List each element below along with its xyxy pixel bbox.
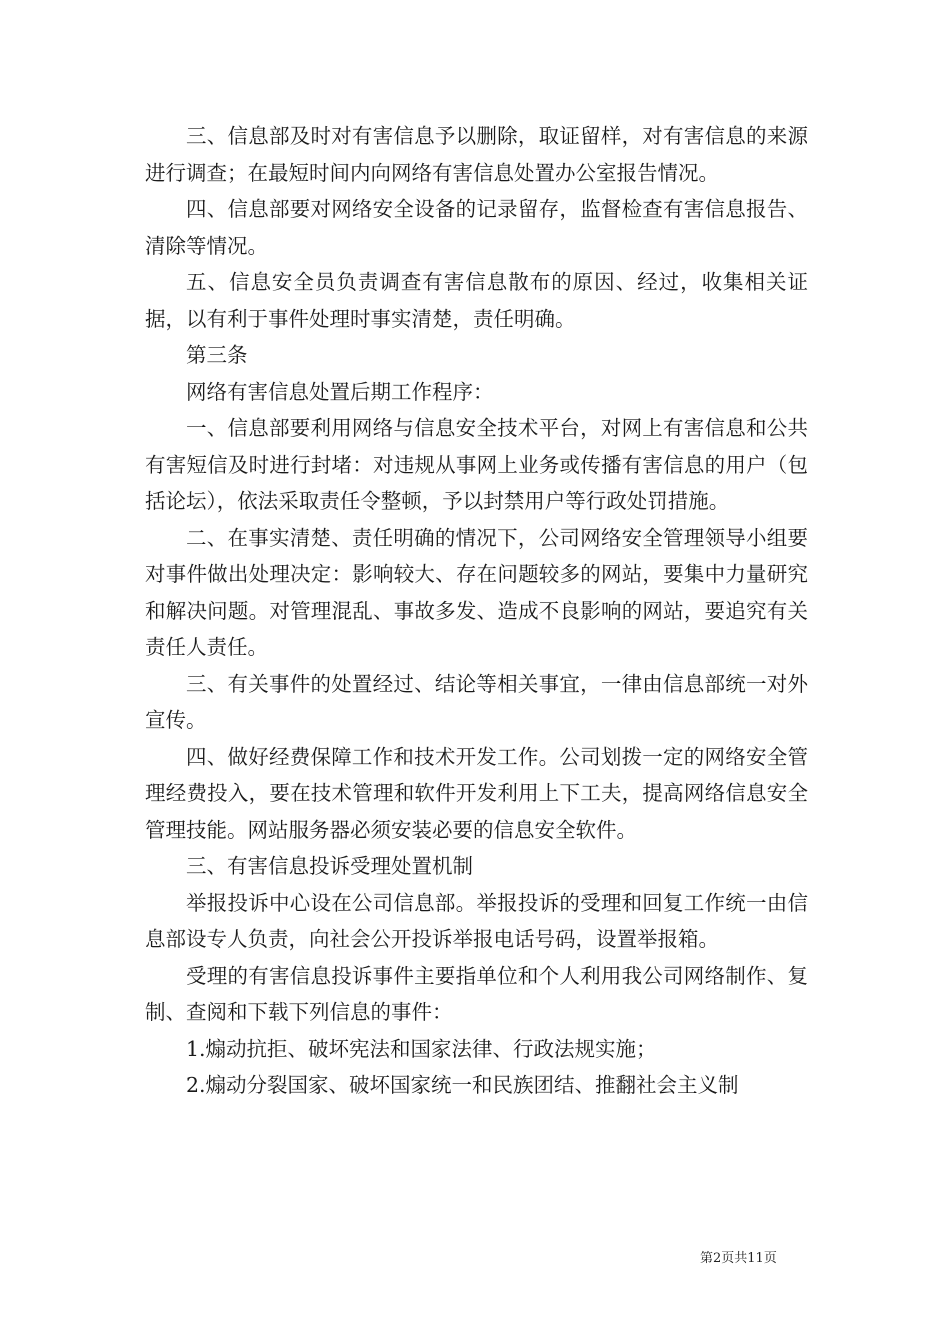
document-body <box>145 118 808 1104</box>
paragraph: 四、信息部要对网络安全设备的记录留存，监督检查有害信息报告、清除等情况。 <box>145 197 808 258</box>
paragraph: 二、在事实清楚、责任明确的情况下，公司网络安全管理领导小组要对事件做出处理决定：影响较大、存在问题较多的网站，要集中力量研究和解决问题。对管理混乱、事故多发、造成不良影响的网站，要追究有关责任人责任。 <box>145 525 808 659</box>
page-number-footer: 第2页共11页 <box>700 1251 777 1266</box>
paragraph: 三、有关事件的处置经过、结论等相关事宜，一律由信息部统一对外宣传。 <box>145 671 808 732</box>
paragraph: 五、信息安全员负责调查有害信息散布的原因、经过，收集相关证据，以有利于事件处理时事实清楚，责任明确。 <box>145 270 808 331</box>
paragraph: 三、信息部及时对有害信息予以删除，取证留样，对有害信息的来源进行调查；在最短时间内向网络有害信息处置办公室报告情况。 <box>145 124 808 185</box>
list-item: 1.煽动抗拒、破坏宪法和国家法律、行政法规实施； <box>186 1036 657 1061</box>
list-item: 2.煽动分裂国家、破坏国家统一和民族团结、推翻社会主义制 <box>186 1073 739 1097</box>
paragraph: 网络有害信息处置后期工作程序： <box>186 379 494 404</box>
paragraph: 四、做好经费保障工作和技术开发工作。公司划拨一定的网络安全管理经费投入，要在技术管理和软件开发利用上下工夫，提高网络信息安全管理技能。网站服务器必须安装必要的信息安全软件。 <box>145 744 808 842</box>
section-heading: 第三条 <box>186 343 248 367</box>
paragraph: 一、信息部要利用网络与信息安全技术平台，对网上有害信息和公共有害短信及时进行封堵：对违规从事网上业务或传播有害信息的用户（包括论坛），依法采取责任令整顿，予以封禁用户等行政处罚措施。 <box>145 416 808 513</box>
paragraph: 受理的有害信息投诉事件主要指单位和个人利用我公司网络制作、复制、查阅和下载下列信息的事件： <box>145 963 808 1024</box>
section-heading: 三、有害信息投诉受理处置机制 <box>186 854 473 878</box>
paragraph: 举报投诉中心设在公司信息部。举报投诉的受理和回复工作统一由信息部设专人负责，向社会公开投诉举报电话号码，设置举报箱。 <box>145 890 808 951</box>
